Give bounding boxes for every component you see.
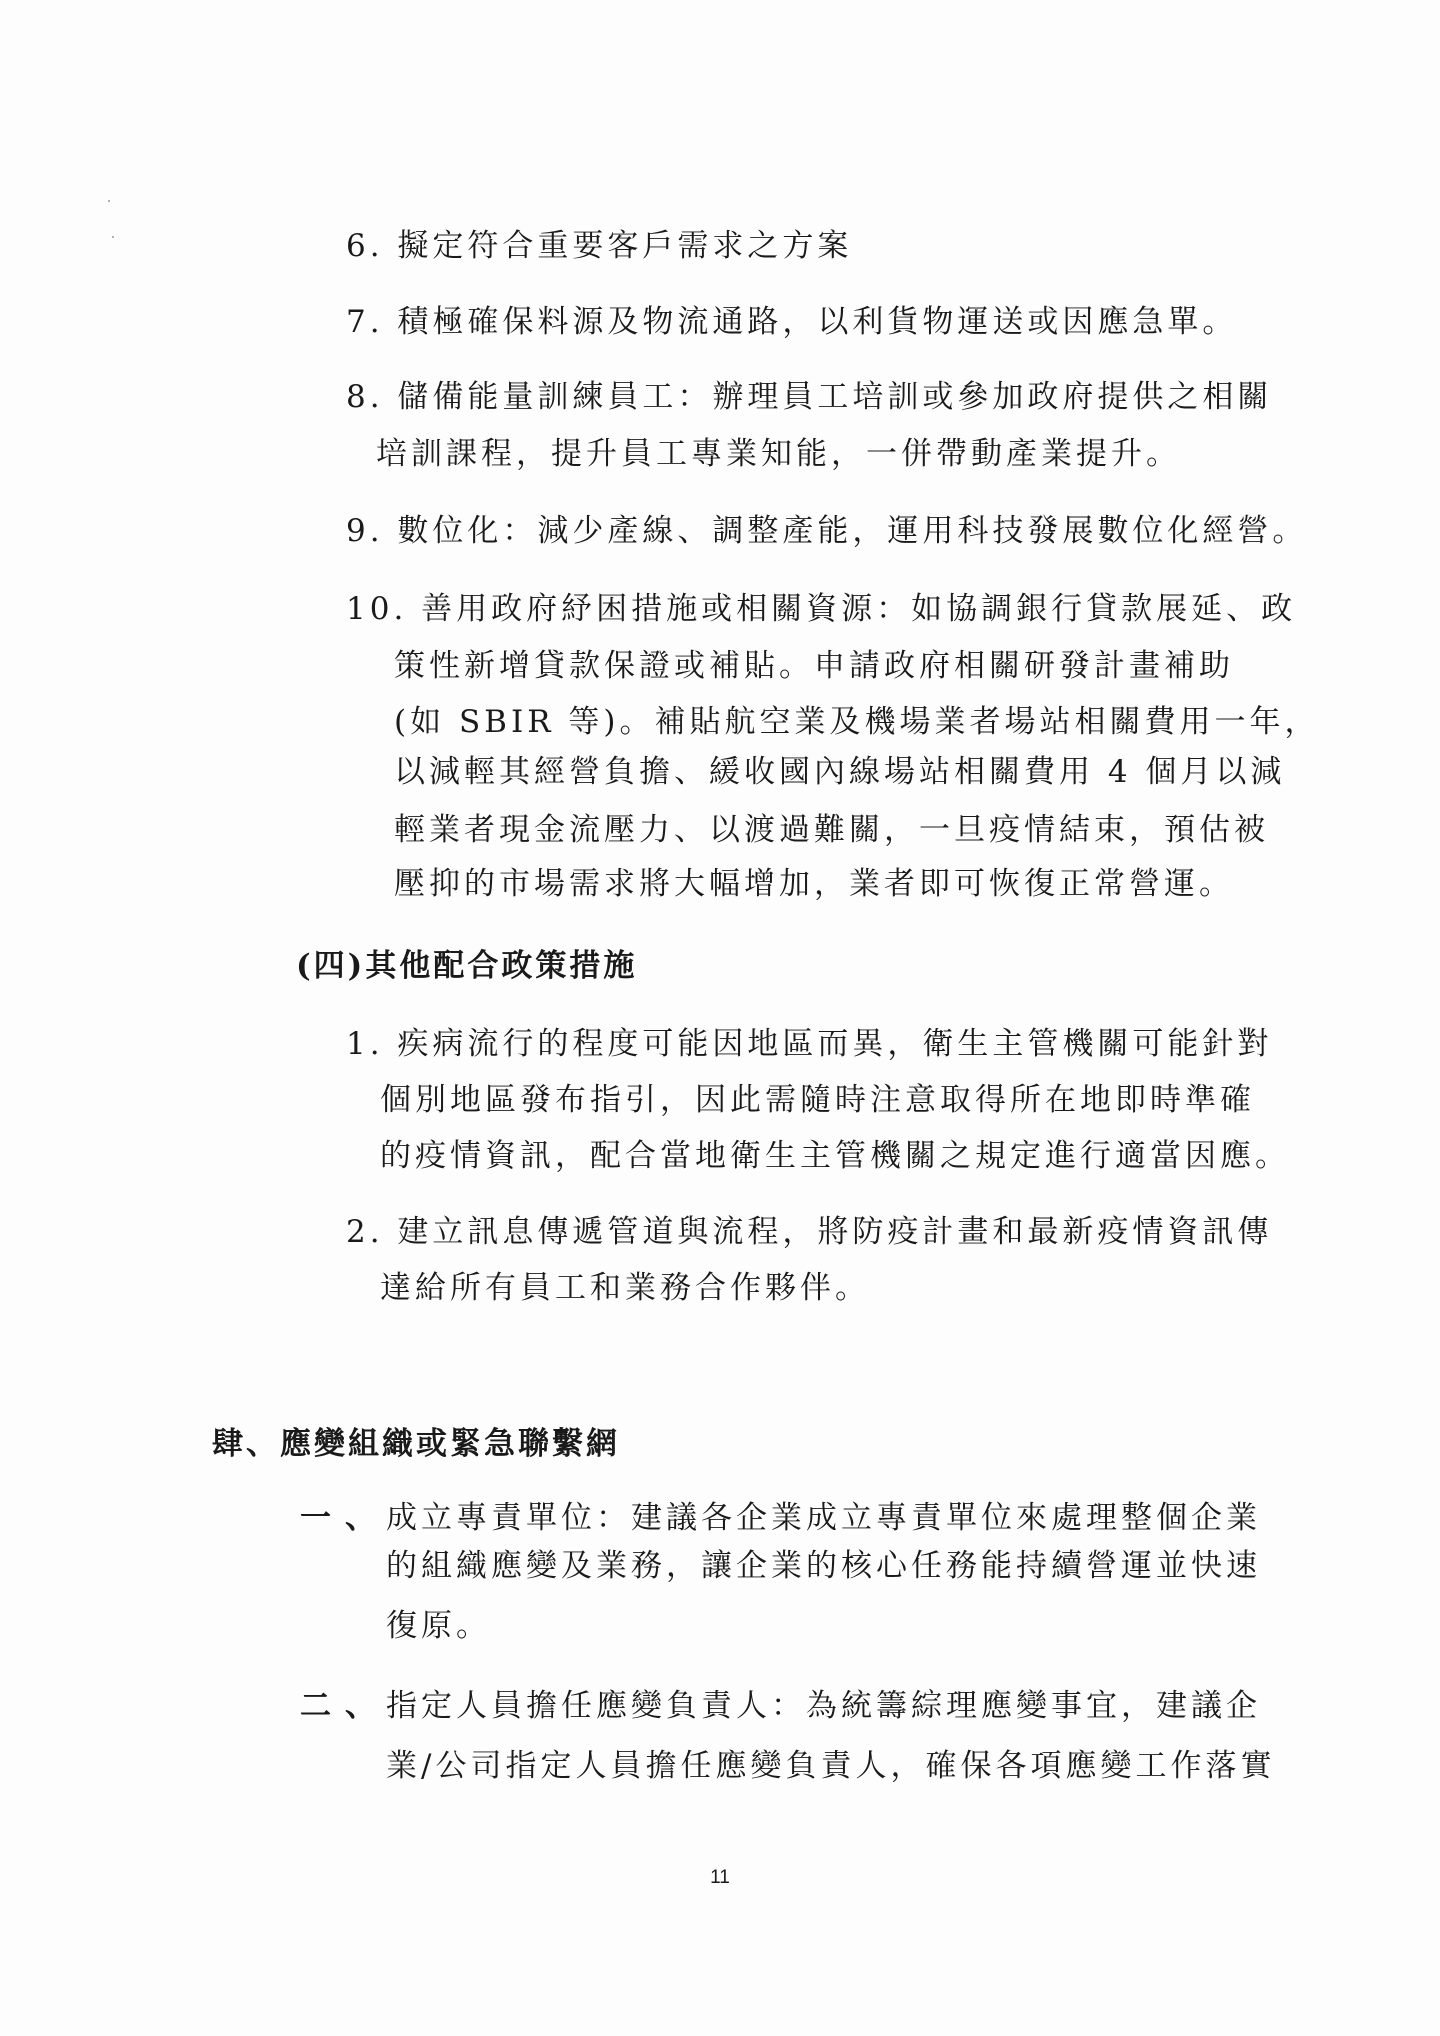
- scan-speck: [108, 200, 110, 202]
- list-item-1-cont: 的疫情資訊，配合當地衛生主管機關之規定進行適當因應。: [380, 1138, 1290, 1174]
- list-item-8-cont: 培訓課程，提升員工專業知能，一併帶動產業提升。: [376, 436, 1181, 472]
- list-item-10-cont: 以減輕其經營負擔、緩收國內線場站相關費用 4 個月以減: [394, 754, 1286, 790]
- chapter-item-marker: 二、: [300, 1688, 390, 1724]
- list-item-1: 1. 疾病流行的程度可能因地區而異，衛生主管機關可能針對: [346, 1026, 1273, 1062]
- scan-speck: [112, 236, 114, 238]
- section-heading: (四)其他配合政策措施: [296, 948, 638, 984]
- list-item-9: 9. 數位化：減少產線、調整產能，運用科技發展數位化經營。: [346, 513, 1308, 549]
- list-item-1-cont: 個別地區發布指引，因此需隨時注意取得所在地即時準確: [380, 1082, 1255, 1118]
- page-number: 11: [710, 1867, 730, 1888]
- chapter-item-2-cont: 業/公司指定人員擔任應變負責人，確保各項應變工作落實: [386, 1748, 1276, 1784]
- list-item-10-cont: (如 SBIR 等)。補貼航空業及機場業者場站相關費用一年，: [394, 704, 1320, 740]
- list-item-10: 10. 善用政府紓困措施或相關資源：如協調銀行貸款展延、政: [346, 591, 1297, 627]
- list-item-2: 2. 建立訊息傳遞管道與流程，將防疫計畫和最新疫情資訊傳: [346, 1214, 1273, 1250]
- list-item-10-cont: 輕業者現金流壓力、以渡過難關，一旦疫情結束，預估被: [394, 812, 1269, 848]
- chapter-item-2: 指定人員擔任應變負責人：為統籌綜理應變事宜，建議企: [386, 1688, 1261, 1724]
- chapter-item-marker: 一、: [300, 1500, 390, 1536]
- list-item-2-cont: 達給所有員工和業務合作夥伴。: [380, 1270, 870, 1306]
- chapter-heading: 肆、應變組織或緊急聯繫網: [212, 1426, 620, 1462]
- list-item-8: 8. 儲備能量訓練員工：辦理員工培訓或參加政府提供之相關: [346, 379, 1273, 415]
- list-item-10-cont: 壓抑的市場需求將大幅增加，業者即可恢復正常營運。: [394, 866, 1234, 902]
- chapter-item-1-cont: 復原。: [386, 1608, 491, 1644]
- list-item-10-cont: 策性新增貸款保證或補貼。申請政府相關研發計畫補助: [394, 648, 1234, 684]
- list-item-7: 7. 積極確保料源及物流通路，以利貨物運送或因應急單。: [346, 304, 1238, 340]
- list-item-6: 6. 擬定符合重要客戶需求之方案: [346, 228, 853, 264]
- chapter-item-1-cont: 的組織應變及業務，讓企業的核心任務能持續營運並快速: [386, 1548, 1261, 1584]
- chapter-item-1: 成立專責單位：建議各企業成立專責單位來處理整個企業: [386, 1500, 1261, 1536]
